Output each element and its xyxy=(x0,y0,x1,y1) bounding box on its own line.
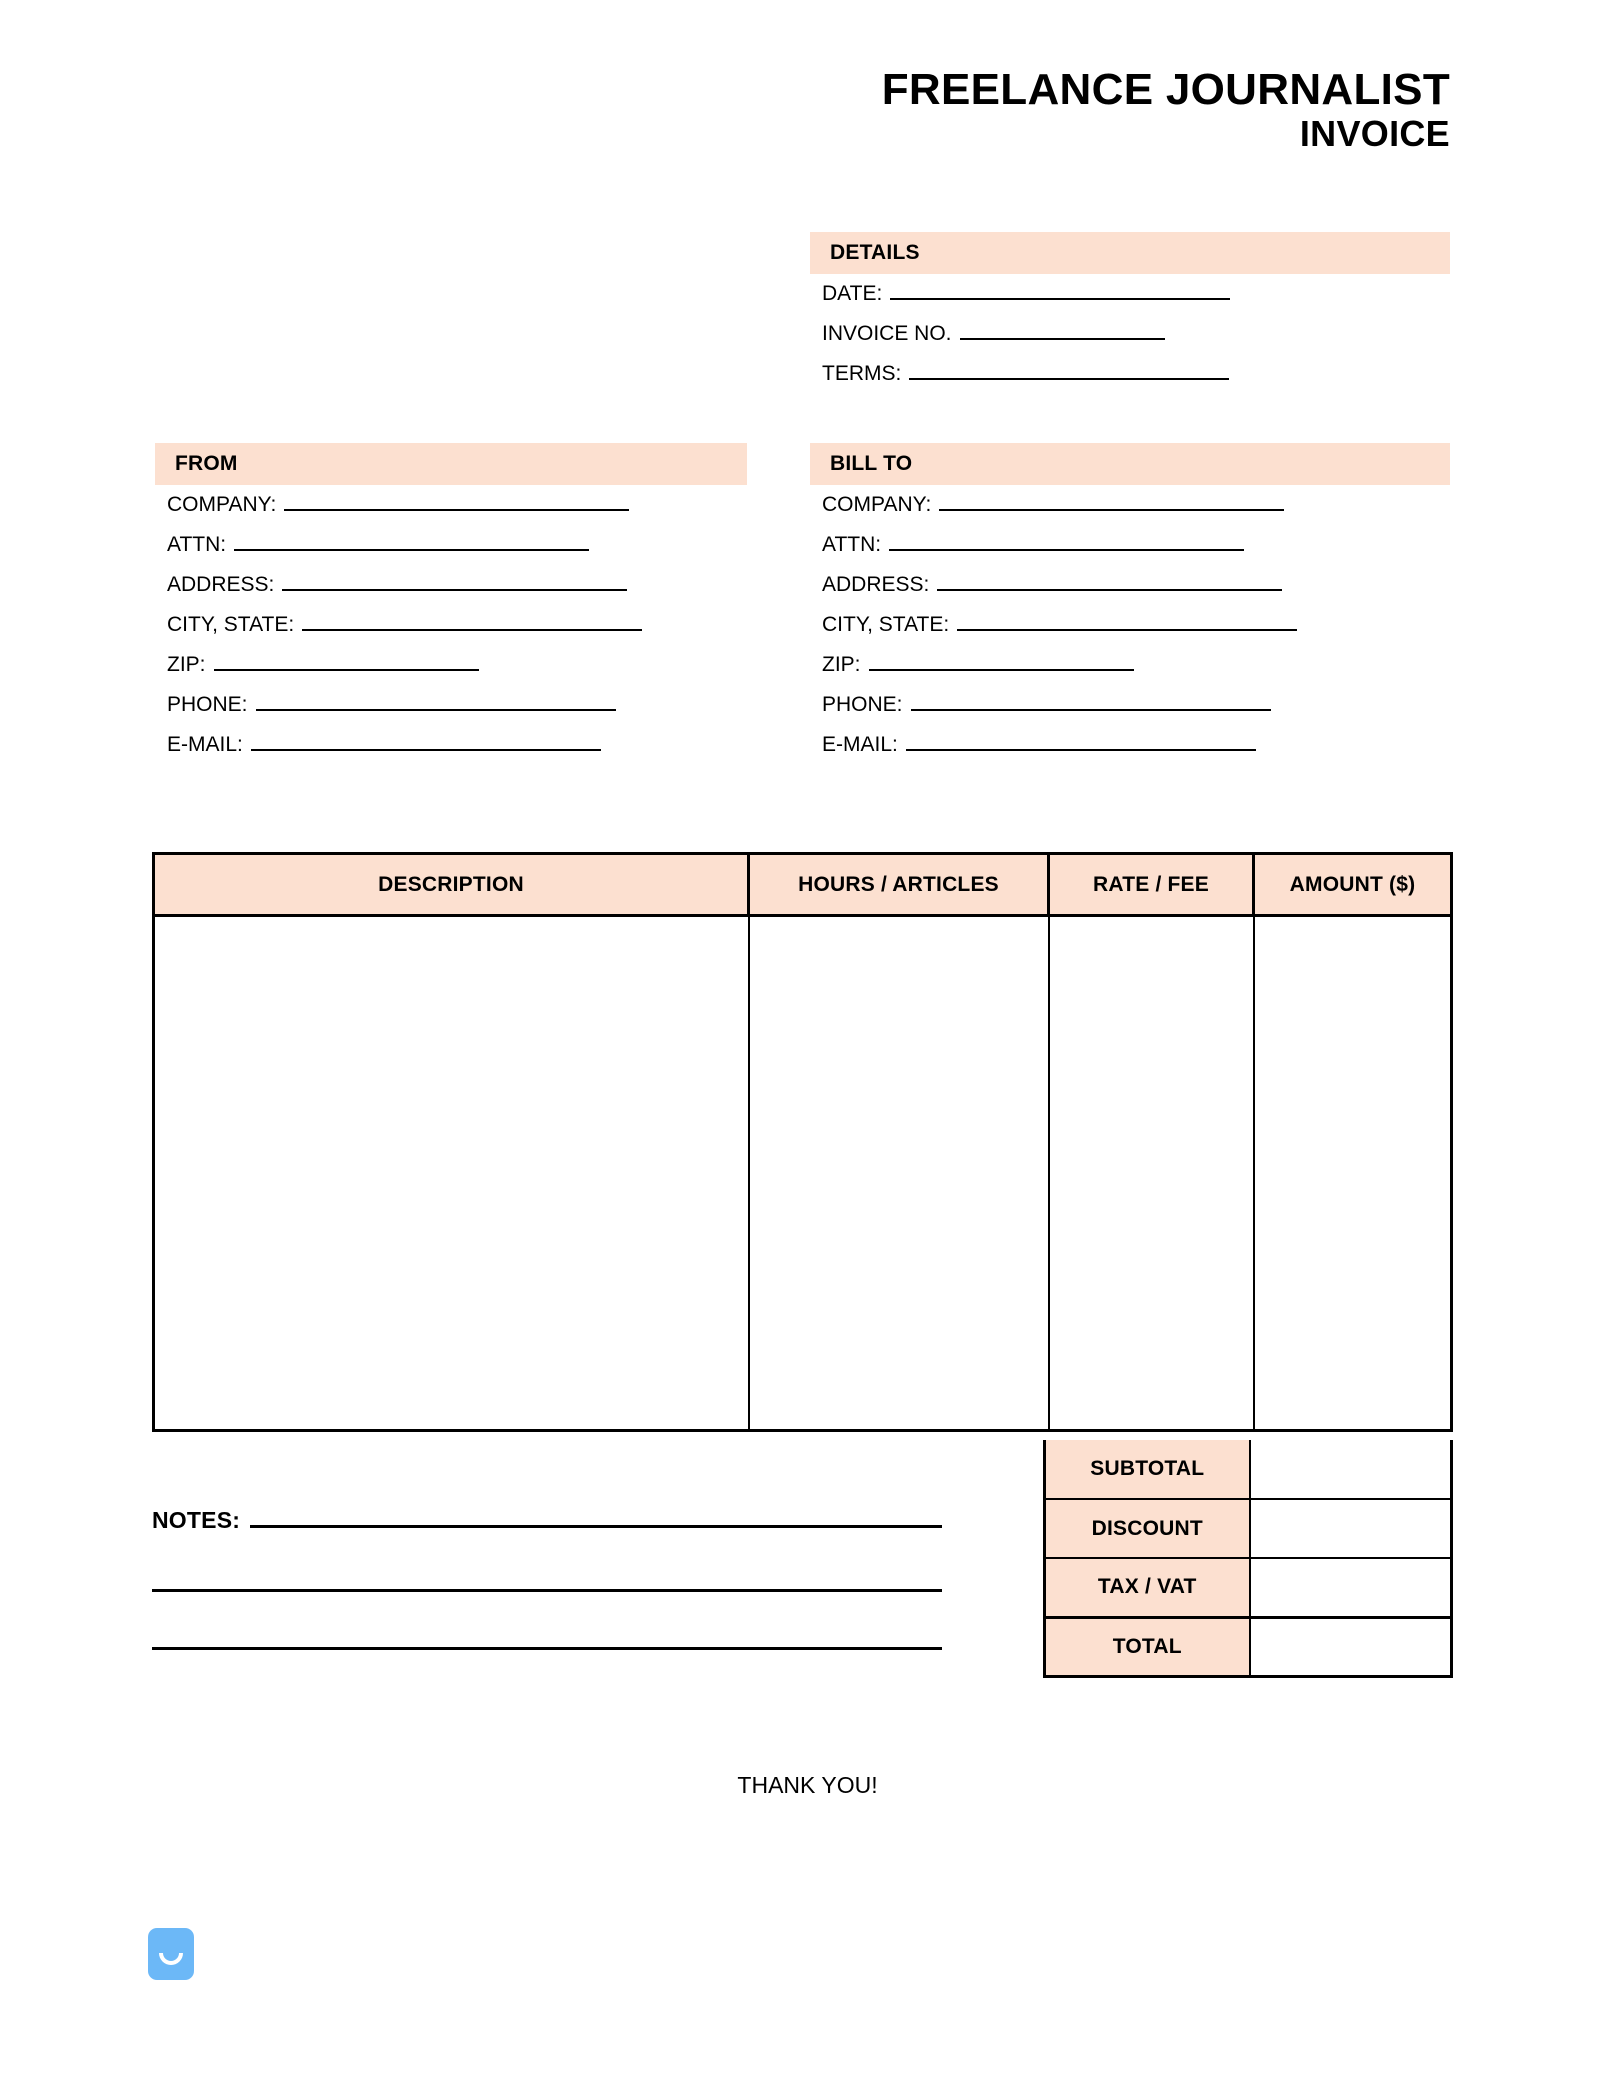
bill-to-field-input[interactable] xyxy=(939,493,1284,511)
line-item-amount-cell[interactable] xyxy=(1254,916,1452,1431)
bill-to-field-input[interactable] xyxy=(906,733,1256,751)
from-field-label: ADDRESS: xyxy=(167,573,275,596)
from-fields xyxy=(167,493,767,773)
bill-to-field-label: CITY, STATE: xyxy=(822,613,950,636)
from-field-input[interactable] xyxy=(234,533,589,551)
totals-row xyxy=(1045,1499,1452,1558)
details-heading: DETAILS xyxy=(830,241,920,264)
bill-to-field-label: ADDRESS: xyxy=(822,573,930,596)
notes-section xyxy=(152,1505,942,1650)
totals-value-tax-vat[interactable] xyxy=(1250,1558,1452,1617)
from-field-label: ATTN: xyxy=(167,533,227,556)
from-field-input[interactable] xyxy=(214,653,479,671)
from-field-label: PHONE: xyxy=(167,693,248,716)
from-field-row xyxy=(167,693,767,733)
from-field-row xyxy=(167,733,767,773)
line-items-table xyxy=(152,852,1453,1432)
from-field-label: COMPANY: xyxy=(167,493,277,516)
title-sub: INVOICE xyxy=(1299,112,1450,154)
details-field-input[interactable] xyxy=(909,362,1229,380)
notes-input-line-2[interactable] xyxy=(152,1534,942,1592)
details-field-label: DATE: xyxy=(822,282,883,305)
from-field-input[interactable] xyxy=(251,733,601,751)
bill-to-field-label: ZIP: xyxy=(822,653,861,676)
notes-first-line xyxy=(152,1505,942,1534)
line-item-description-cell[interactable] xyxy=(154,916,749,1431)
notes-label: NOTES: xyxy=(152,1507,241,1533)
title-main: FREELANCE JOURNALIST xyxy=(881,65,1450,114)
totals-label-discount: DISCOUNT xyxy=(1045,1499,1250,1558)
from-field-label: ZIP: xyxy=(167,653,206,676)
totals-value-total[interactable] xyxy=(1250,1617,1452,1676)
bill-to-field-row xyxy=(822,573,1462,613)
totals-label-tax-vat: TAX / VAT xyxy=(1045,1558,1250,1617)
details-field-label: TERMS: xyxy=(822,362,902,385)
bill-to-field-row xyxy=(822,533,1462,573)
smile-arc-shape xyxy=(159,1953,183,1965)
totals-row xyxy=(1045,1558,1452,1617)
bill-to-field-row xyxy=(822,653,1462,693)
bill-to-field-input[interactable] xyxy=(889,533,1244,551)
page-title xyxy=(155,65,1450,155)
bill-to-field-row xyxy=(822,693,1462,733)
line-item-hours-cell[interactable] xyxy=(749,916,1049,1431)
from-field-label: CITY, STATE: xyxy=(167,613,295,636)
totals-label-total: TOTAL xyxy=(1045,1617,1250,1676)
details-field-input[interactable] xyxy=(890,282,1230,300)
totals-label-subtotal: SUBTOTAL xyxy=(1045,1440,1250,1499)
from-field-row xyxy=(167,533,767,573)
from-field-row xyxy=(167,613,767,653)
smile-logo-icon xyxy=(148,1928,194,1980)
line-items-header-row xyxy=(154,854,1452,916)
thank-you-message: THANK YOU! xyxy=(737,1772,878,1798)
totals-table xyxy=(1043,1440,1453,1678)
bill-to-field-input[interactable] xyxy=(911,693,1271,711)
from-field-row xyxy=(167,493,767,533)
bill-to-field-label: E-MAIL: xyxy=(822,733,898,756)
details-fields xyxy=(822,282,1462,402)
bill-to-field-label: COMPANY: xyxy=(822,493,932,516)
bill-to-section-header xyxy=(810,443,1450,485)
totals-row xyxy=(1045,1440,1452,1499)
from-heading: FROM xyxy=(175,452,238,475)
from-field-input[interactable] xyxy=(302,613,642,631)
column-header-rate-fee: RATE / FEE xyxy=(1049,854,1254,916)
column-header-hours-articles: HOURS / ARTICLES xyxy=(749,854,1049,916)
details-field-input[interactable] xyxy=(960,322,1165,340)
details-field-label: INVOICE NO. xyxy=(822,322,952,345)
notes-input-line-3[interactable] xyxy=(152,1592,942,1650)
from-section-header xyxy=(155,443,747,485)
from-field-input[interactable] xyxy=(282,573,627,591)
line-item-rate-cell[interactable] xyxy=(1049,916,1254,1431)
bill-to-field-input[interactable] xyxy=(957,613,1297,631)
from-field-input[interactable] xyxy=(256,693,616,711)
details-field-row xyxy=(822,322,1462,362)
details-field-row xyxy=(822,282,1462,322)
bill-to-field-label: PHONE: xyxy=(822,693,903,716)
details-field-row xyxy=(822,362,1462,402)
totals-value-subtotal[interactable] xyxy=(1250,1440,1452,1499)
column-header-description: DESCRIPTION xyxy=(154,854,749,916)
bill-to-field-input[interactable] xyxy=(937,573,1282,591)
line-items-entry-area xyxy=(154,916,1452,1431)
bill-to-field-row xyxy=(822,493,1462,533)
from-field-row xyxy=(167,573,767,613)
totals-value-discount[interactable] xyxy=(1250,1499,1452,1558)
from-field-label: E-MAIL: xyxy=(167,733,243,756)
bill-to-field-label: ATTN: xyxy=(822,533,882,556)
details-section-header xyxy=(810,232,1450,274)
bill-to-field-row xyxy=(822,613,1462,653)
totals-row xyxy=(1045,1617,1452,1676)
bill-to-field-input[interactable] xyxy=(869,653,1134,671)
notes-input-line-1[interactable] xyxy=(250,1505,942,1528)
from-field-row xyxy=(167,653,767,693)
bill-to-heading: BILL TO xyxy=(830,452,913,475)
column-header-amount: AMOUNT ($) xyxy=(1254,854,1452,916)
bill-to-field-row xyxy=(822,733,1462,773)
from-field-input[interactable] xyxy=(284,493,629,511)
bill-to-fields xyxy=(822,493,1462,773)
